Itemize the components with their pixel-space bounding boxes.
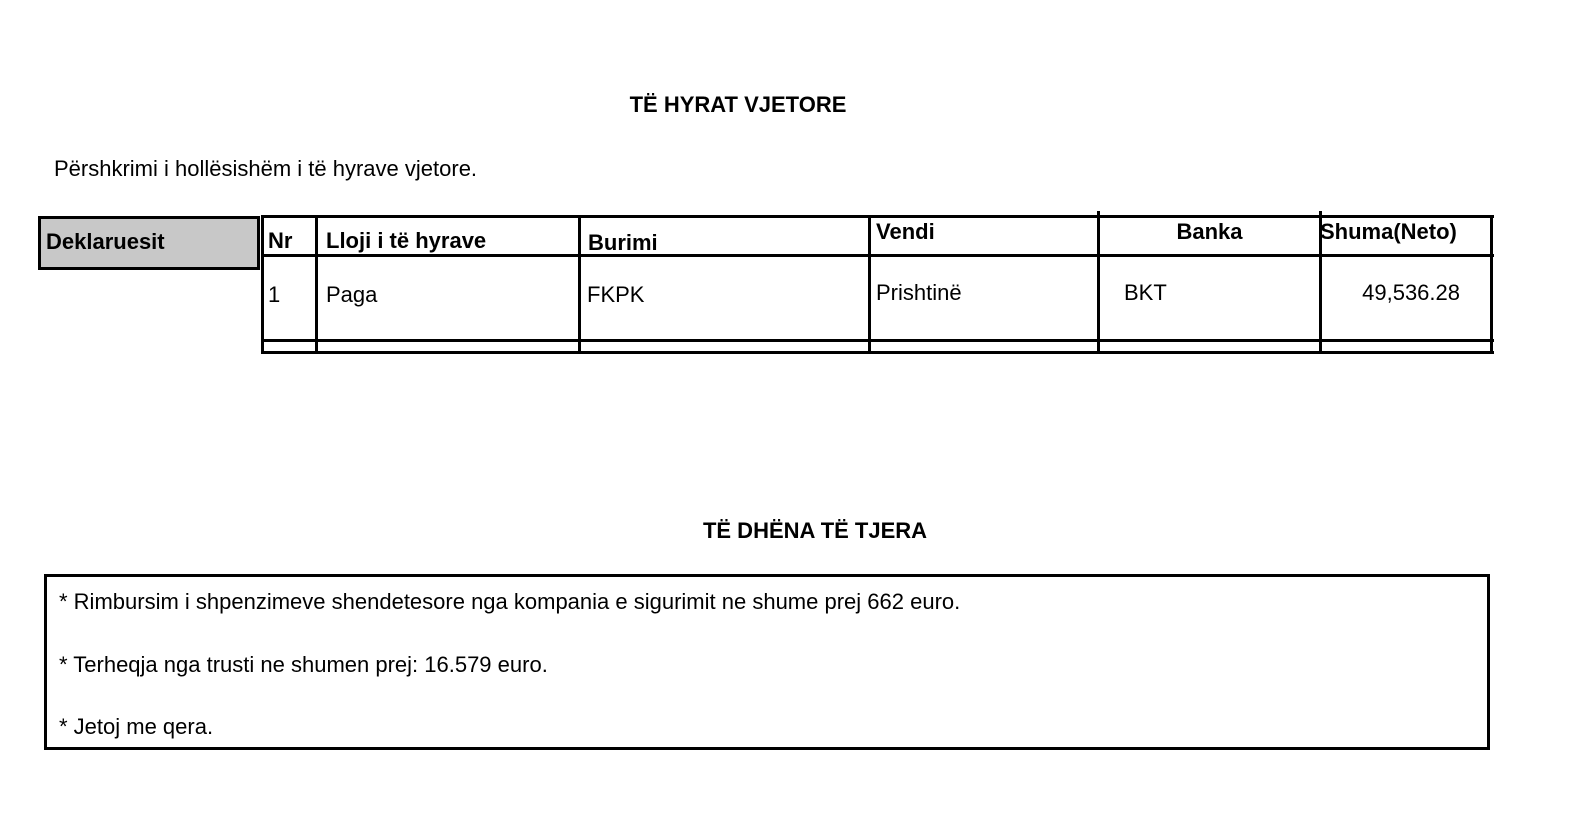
header-place: Vendi <box>876 219 935 244</box>
table-border-bottom <box>261 351 1494 354</box>
cell-income-type: Paga <box>326 282 378 307</box>
other-data-section-title: TË DHËNA TË TJERA <box>702 518 928 543</box>
header-amount: Shuma(Neto) <box>1320 219 1457 244</box>
header-source: Burimi <box>588 230 658 255</box>
table-header-divider <box>261 254 1494 257</box>
header-bank: Banka <box>1176 219 1243 244</box>
table-col-line <box>578 215 581 354</box>
cell-place: Prishtinë <box>876 280 962 305</box>
income-description: Përshkrimi i hollësishëm i të hyrave vjetore. <box>54 156 478 181</box>
table-border-top <box>261 215 1494 218</box>
cell-source: FKPK <box>587 282 645 307</box>
note-item: * Jetoj me qera. <box>59 714 214 739</box>
table-col-line <box>315 215 318 354</box>
income-section-title: TË HYRAT VJETORE <box>629 92 847 117</box>
declarant-label-box <box>38 216 260 270</box>
header-income-type: Lloji i të hyrave <box>326 228 487 253</box>
header-nr: Nr <box>268 228 293 253</box>
cell-bank: BKT <box>1124 280 1167 305</box>
cell-nr: 1 <box>268 282 281 307</box>
other-data-notes-box <box>44 574 1490 750</box>
cell-amount: 49,536.28 <box>1362 280 1460 305</box>
note-item: * Rimbursim i shpenzimeve shendetesore nga kompania e sigurimit ne shume prej 662 euro. <box>59 589 961 614</box>
declarant-label: Deklaruesit <box>46 229 165 254</box>
table-col-line <box>1490 215 1493 354</box>
table-col-line <box>261 215 264 354</box>
note-item: * Terheqja nga trusti ne shumen prej: 16.579 euro. <box>59 652 548 677</box>
table-col-line <box>868 215 871 354</box>
table-row-divider <box>261 339 1494 342</box>
